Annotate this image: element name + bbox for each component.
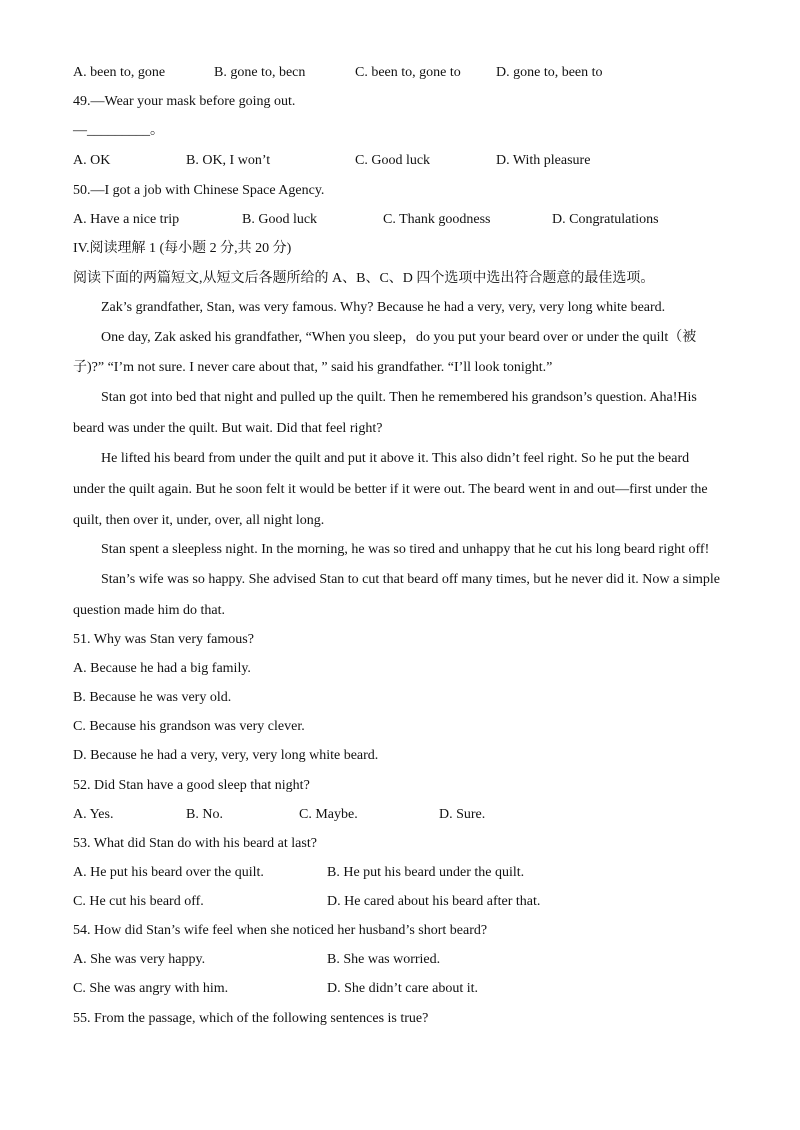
section-instruction: 阅读下面的两篇短文,从短文后各题所给的 A、B、C、D 四个选项中选出符合题意的最佳选项。 [73,271,655,286]
q54-option-c: C. She was angry with him. [73,981,229,996]
passage-paragraph: Zak’s grandfather, Stan, was very famous. Why? Because he had a very, very, very long white beard. [101,300,666,315]
q53-option-b: B. He put his beard under the quilt. [327,865,525,880]
passage-paragraph: Stan got into bed that night and pulled up the quilt. Then he remembered his grandson’s question. Aha!His [101,390,697,405]
q50-options [0,211,800,229]
q49-option-d: D. With pleasure [496,153,591,168]
q49-stem: 49.—Wear your mask before going out. [73,94,296,109]
q51-stem: 51. Why was Stan very famous? [73,632,254,647]
q51-option-b: B. Because he was very old. [73,690,232,705]
passage-paragraph: One day, Zak asked his grandfather, “When you sleep，do you put your beard over or under the quilt（被 [101,330,697,345]
passage-line: question made him do that. [73,603,226,618]
passage-paragraph: He lifted his beard from under the quilt and put it above it. This also didn’t feel right. So he put the beard [101,451,690,466]
q52-stem: 52. Did Stan have a good sleep that night? [73,778,310,793]
q48-option-a: A. been to, gone [73,65,166,80]
q50-option-b: B. Good luck [242,212,318,227]
q54-options-row2 [0,980,800,998]
passage-line: under the quilt again. But he soon felt it would be better if it were out. The beard went in and out—first under the [73,482,708,497]
q54-option-a: A. She was very happy. [73,952,206,967]
passage-paragraph: Stan’s wife was so happy. She advised Stan to cut that beard off many times, but he never did it. Now a simple [101,572,720,587]
q50-stem: 50.—I got a job with Chinese Space Agency. [73,183,325,198]
passage-line: 子)?” “I’m not sure. I never care about that, ” said his grandfather. “I’ll look tonight.” [73,360,553,375]
q49-option-a: A. OK [73,153,111,168]
q54-stem: 54. How did Stan’s wife feel when she noticed her husband’s short beard? [73,923,488,938]
q52-option-a: A. Yes. [73,807,114,822]
q53-options-row1 [0,864,800,882]
q49-option-c: C. Good luck [355,153,431,168]
q50-option-c: C. Thank goodness [383,212,491,227]
q49-option-b: B. OK, I won’t [186,153,271,168]
passage-paragraph: Stan spent a sleepless night. In the morning, he was so tired and unhappy that he cut his long beard right off! [101,542,710,557]
q48-option-d: D. gone to, been to [496,65,603,80]
q48-option-b: B. gone to, becn [214,65,306,80]
q51-option-c: C. Because his grandson was very clever. [73,719,305,734]
q51-option-a: A. Because he had a big family. [73,661,251,676]
q54-option-d: D. She didn’t care about it. [327,981,478,996]
q53-option-c: C. He cut his beard off. [73,894,204,909]
q50-option-d: D. Congratulations [552,212,659,227]
q48-option-c: C. been to, gone to [355,65,461,80]
q54-option-b: B. She was worried. [327,952,441,967]
q53-options-row2 [0,893,800,911]
q49-options [0,152,800,170]
passage-line: beard was under the quilt. But wait. Did that feel right? [73,421,383,436]
q54-options-row1 [0,951,800,969]
q53-option-d: D. He cared about his beard after that. [327,894,541,909]
q53-option-a: A. He put his beard over the quilt. [73,865,264,880]
section-title: IV.阅读理解 1 (每小题 2 分,共 20 分) [73,241,292,256]
q49-answer-blank: —_________。 [73,123,164,138]
q52-option-b: B. No. [186,807,223,822]
q53-stem: 53. What did Stan do with his beard at last? [73,836,317,851]
q52-option-c: C. Maybe. [299,807,358,822]
q55-stem: 55. From the passage, which of the following sentences is true? [73,1011,429,1026]
q52-options [0,806,800,824]
q51-option-d: D. Because he had a very, very, very long white beard. [73,748,379,763]
q52-option-d: D. Sure. [439,807,486,822]
passage-line: quilt, then over it, under, over, all night long. [73,513,325,528]
q48-options [0,64,800,82]
q50-option-a: A. Have a nice trip [73,212,180,227]
